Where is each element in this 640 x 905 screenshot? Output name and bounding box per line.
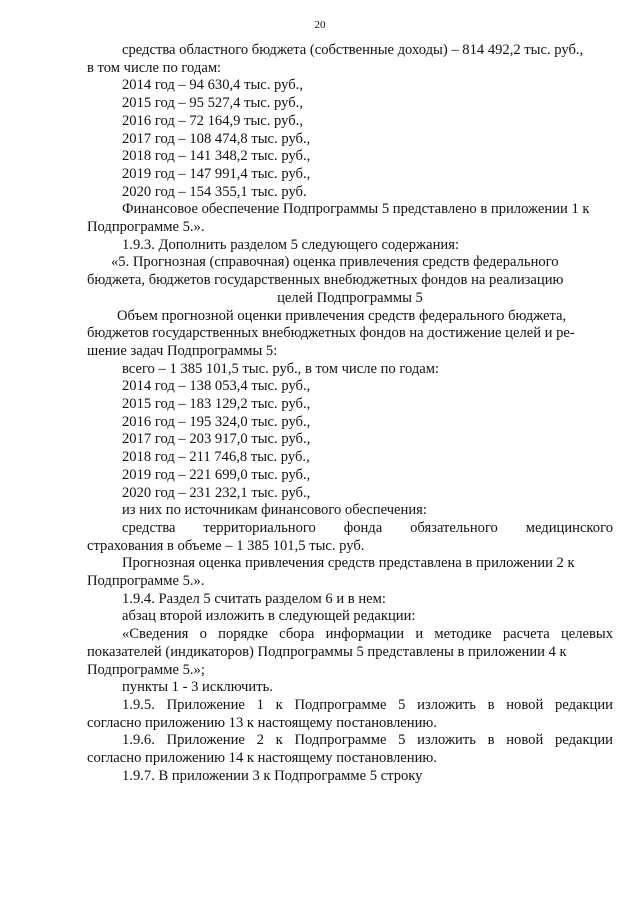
text-line: Подпрограмме 5.». <box>87 219 205 236</box>
text-line: из них по источникам финансового обеспечения: <box>122 502 427 519</box>
text-line: 2020 год – 154 355,1 тыс. руб. <box>122 183 307 200</box>
text-line: 2016 год – 195 324,0 тыс. руб., <box>122 413 311 430</box>
text-line: Подпрограмме 5.»; <box>87 661 205 678</box>
section-heading: «5. Прогнозная (справочная) оценка привлечения средств федерального <box>111 254 559 271</box>
text-line: 2017 год – 108 474,8 тыс. руб., <box>122 130 311 147</box>
text-line: шение задач Подпрограммы 5: <box>87 342 278 359</box>
text-line: 2014 год – 94 630,4 тыс. руб., <box>122 77 303 94</box>
text-line: согласно приложению 14 к настоящему постановлению. <box>87 750 437 767</box>
text-line: 2016 год – 72 164,9 тыс. руб., <box>122 112 303 129</box>
section-heading: целей Подпрограммы 5 <box>277 289 423 306</box>
text-line: бюджетов государственных внебюджетных фондов на достижение целей и ре- <box>87 325 575 342</box>
text-line: 2018 год – 211 746,8 тыс. руб., <box>122 449 310 466</box>
text-line: в том числе по годам: <box>87 59 222 76</box>
text-line: «Сведения о порядке сбора информации и методике расчета целевых <box>122 626 613 643</box>
text-line: 2019 год – 221 699,0 тыс. руб., <box>122 466 311 483</box>
text-line: согласно приложению 13 к настоящему постановлению. <box>87 714 437 731</box>
page-number: 20 <box>314 19 326 31</box>
text-line: Подпрограмме 5.». <box>87 573 205 590</box>
text-line: 1.9.3. Дополнить разделом 5 следующего содержания: <box>122 236 459 253</box>
text-line: 2019 год – 147 991,4 тыс. руб., <box>122 165 311 182</box>
text-line: 2017 год – 203 917,0 тыс. руб., <box>122 431 311 448</box>
text-line: Прогнозная оценка привлечения средств представлена в приложении 2 к <box>122 555 575 572</box>
text-line: пункты 1 - 3 исключить. <box>122 679 273 696</box>
section-heading: бюджета, бюджетов государственных внебюджетных фондов на реализацию <box>87 272 564 289</box>
text-line: 2018 год – 141 348,2 тыс. руб., <box>122 148 311 165</box>
document-body <box>87 42 613 785</box>
text-line: 2015 год – 95 527,4 тыс. руб., <box>122 95 303 112</box>
text-line: страхования в объеме – 1 385 101,5 тыс. руб. <box>87 537 365 554</box>
text-line: 2020 год – 231 232,1 тыс. руб., <box>122 484 311 501</box>
text-line: показателей (индикаторов) Подпрограммы 5 представлены в приложении 4 к <box>87 643 567 660</box>
text-line: Объем прогнозной оценки привлечения средств федерального бюджета, <box>117 307 567 324</box>
text-line: средства территориального фонда обязательного медицинского <box>122 519 613 536</box>
text-line: всего – 1 385 101,5 тыс. руб., в том числе по годам: <box>122 360 440 377</box>
text-line: 2015 год – 183 129,2 тыс. руб., <box>122 396 311 413</box>
text-line: средства областного бюджета (собственные доходы) – 814 492,2 тыс. руб., <box>122 42 584 58</box>
text-line: 1.9.5. Приложение 1 к Подпрограмме 5 изложить в новой редакции <box>122 696 613 713</box>
text-line: 2014 год – 138 053,4 тыс. руб., <box>122 378 311 395</box>
text-line: 1.9.6. Приложение 2 к Подпрограмме 5 изложить в новой редакции <box>122 732 613 749</box>
text-line: 1.9.4. Раздел 5 считать разделом 6 и в нем: <box>122 590 386 607</box>
text-line: 1.9.7. В приложении 3 к Подпрограмме 5 строку <box>122 767 423 784</box>
text-line: абзац второй изложить в следующей редакции: <box>122 608 416 625</box>
text-line: Финансовое обеспечение Подпрограммы 5 представлено в приложении 1 к <box>122 201 590 218</box>
